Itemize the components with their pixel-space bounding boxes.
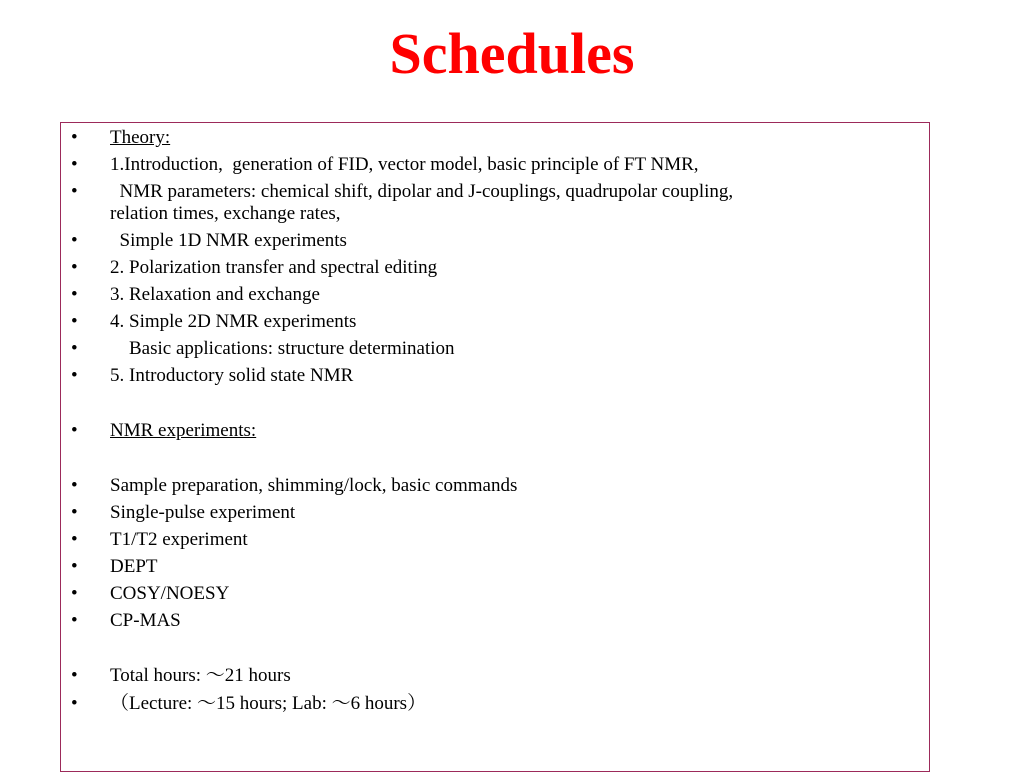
bullet: • (71, 556, 78, 577)
list-item-text: Total hours: ～21 hours (110, 665, 291, 686)
slide-title: Schedules (389, 21, 635, 86)
section-heading-theory: Theory: (110, 127, 171, 148)
bullet: • (71, 502, 78, 523)
list-item-text: 4. Simple 2D NMR experiments (110, 311, 357, 332)
list-item-text: DEPT (110, 556, 158, 577)
bullet: • (71, 338, 78, 359)
bullet: • (71, 154, 78, 175)
list-item-text: 1.Introduction, generation of FID, vector model, basic principle of FT NMR, (110, 154, 699, 175)
bullet: • (71, 230, 78, 251)
bullet: • (71, 311, 78, 332)
bullet: • (71, 583, 78, 604)
list-item-text: （Lecture: ～15 hours; Lab: ～6 hours） (110, 693, 427, 714)
bullet: • (71, 181, 78, 202)
list-item-text: Single-pulse experiment (110, 502, 296, 523)
list-item-text: Basic applications: structure determination (110, 338, 455, 359)
bullet: • (71, 693, 78, 714)
content-frame (60, 122, 930, 772)
list-item-text: CP-MAS (110, 610, 181, 631)
bullet: • (71, 365, 78, 386)
list-item-text: Sample preparation, shimming/lock, basic commands (110, 475, 518, 496)
section-heading-nmr-experiments: NMR experiments: (110, 420, 257, 441)
list-item-text: 2. Polarization transfer and spectral editing (110, 257, 438, 278)
bullet: • (71, 420, 78, 441)
bullet: • (71, 610, 78, 631)
bullet: • (71, 665, 78, 686)
list-item-text: T1/T2 experiment (110, 529, 248, 550)
bullet: • (71, 127, 78, 148)
bullet: • (71, 529, 78, 550)
bullet: • (71, 475, 78, 496)
list-item-text: 5. Introductory solid state NMR (110, 365, 354, 386)
list-item-text: NMR parameters: chemical shift, dipolar and J-couplings, quadrupolar coupling, (110, 181, 734, 202)
bullet: • (71, 257, 78, 278)
list-item-text: Simple 1D NMR experiments (110, 230, 347, 251)
list-item-text: relation times, exchange rates, (110, 203, 341, 224)
list-item-text: 3. Relaxation and exchange (110, 284, 320, 305)
list-item-text: COSY/NOESY (110, 583, 230, 604)
bullet: • (71, 284, 78, 305)
